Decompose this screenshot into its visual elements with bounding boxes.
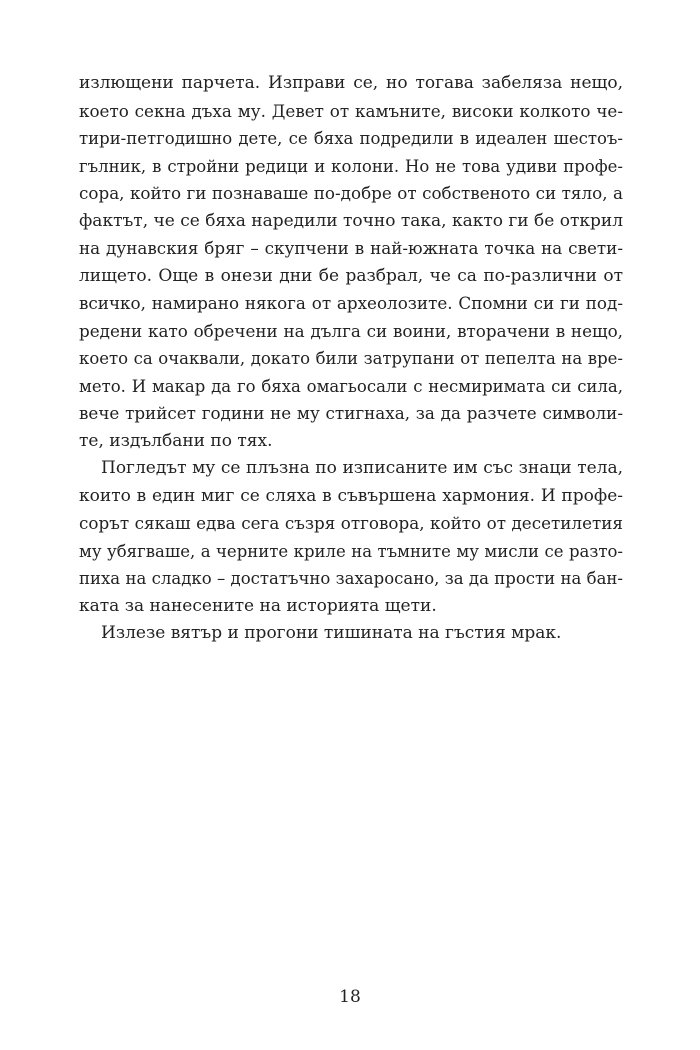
text-line: вече трийсет години не му стигнаха, за да разчете символи- <box>79 403 623 423</box>
text-line: всичко, намирано някога от археолозите. Спомни си ги под- <box>79 293 623 313</box>
text-line: сора, който ги познаваше по-добре от собственото си тяло, а <box>79 183 623 203</box>
text-line: гълник, в стройни редици и колони. Но не това удиви профе- <box>79 156 623 176</box>
text-line: мето. И макар да го бяха омагьосали с несмиримата си сила, <box>79 376 623 396</box>
text-line: лището. Още в онези дни бе разбрал, че са по-различни от <box>79 265 623 286</box>
text-line: пиха на сладко – достатъчно захаросано, за да прости на бан- <box>79 569 623 588</box>
text-line: сорът сякаш едва сега съзря отговора, който от десетилетия <box>79 513 623 533</box>
text-line: което секна дъха му. Девет от камъните, високи колкото че- <box>79 100 623 121</box>
text-line: редени като обречени на дълга си воини, вторачени в нещо, <box>79 320 623 341</box>
text-line: Погледът му се плъзна по изписаните им със знаци тела, <box>101 458 623 478</box>
text-line: те, издълбани по тях. <box>79 430 273 451</box>
text-line: му убягваше, а черните криле на тъмните му мисли се разто- <box>79 541 623 561</box>
text-line: фактът, че се бяха наредили точно така, както ги бе открил <box>79 210 624 231</box>
text-line: което са очаквали, докато били затрупани от пепелта на вре- <box>79 349 623 368</box>
text-line: тири-петгодишно дете, се бяха подредили в идеален шестоъ- <box>79 129 623 148</box>
text-line: Излезе вятър и прогони тишината на гъстия мрак. <box>101 623 562 643</box>
body-text <box>79 70 623 648</box>
text-line: излющени парчета. Изправи се, но тогава забеляза нещо, <box>79 73 623 93</box>
page-number: 18 <box>339 987 361 1007</box>
text-line: на дунавския бряг – скупчени в най-южната точка на свети- <box>79 238 623 258</box>
text-line: ката за нанесените на историята щети. <box>79 595 437 616</box>
text-line: които в един миг се сляха в съвършена хармония. И профе- <box>79 485 623 506</box>
